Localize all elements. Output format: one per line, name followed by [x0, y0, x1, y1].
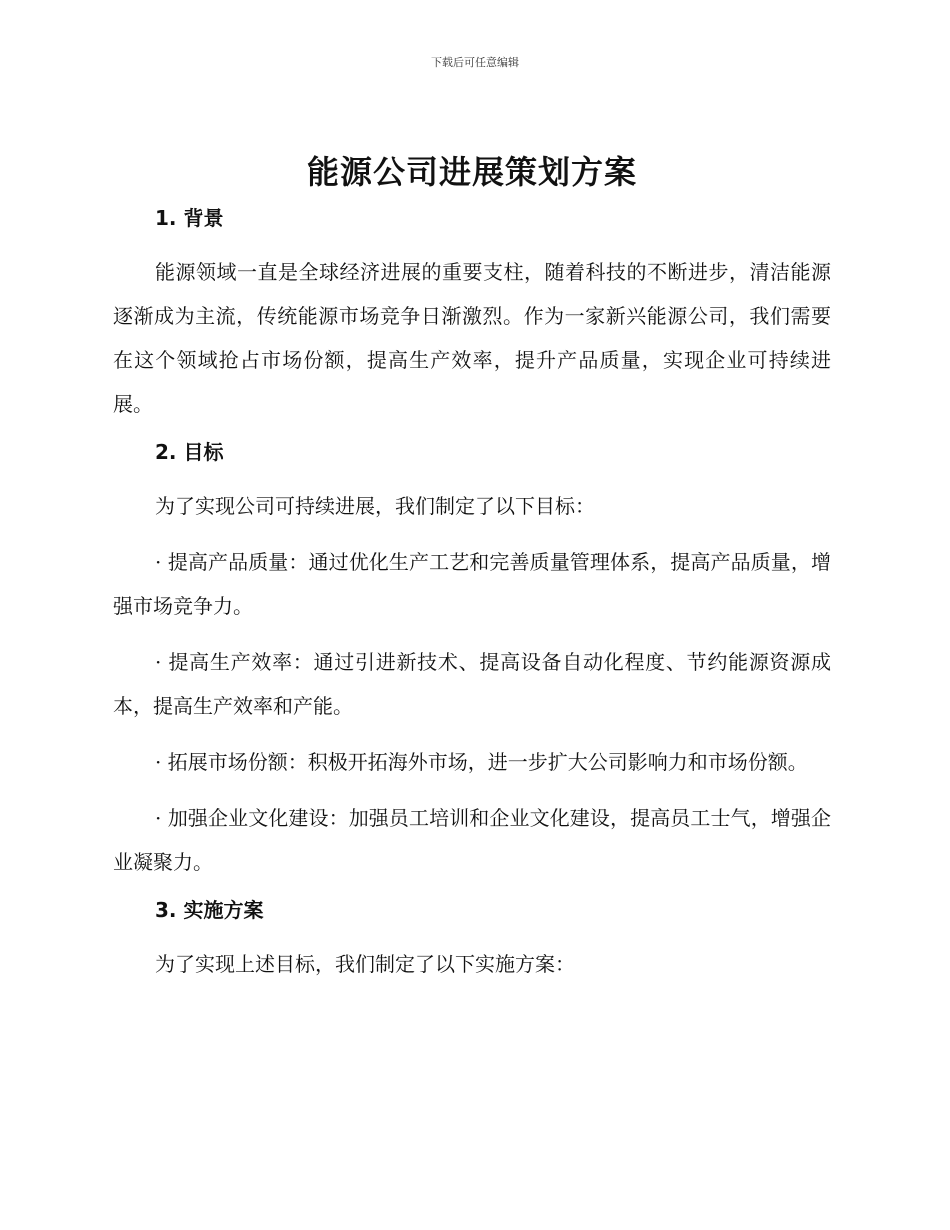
section-goals: [113, 438, 831, 884]
document-title: 能源公司进展策划方案: [306, 153, 637, 191]
paragraph: 为了实现公司可持续进展，我们制定了以下目标：: [155, 494, 595, 518]
section-implementation: [113, 896, 831, 986]
section-heading: 2. 目标: [155, 440, 224, 464]
header-note: 下载后可任意编辑: [431, 56, 519, 69]
paragraph: 为了实现上述目标，我们制定了以下实施方案：: [155, 952, 575, 976]
paragraph: 能源领域一直是全球经济进展的重要支柱，随着科技的不断进步，清洁能源逐渐成为主流，传统能源市场竞争日渐激烈。作为一家新兴能源公司，我们需要在这个领域抢占市场份额，提高生产效率，提升产品质量，实现企业可持续进展。: [113, 260, 831, 416]
document-body: [113, 150, 831, 998]
bullet-item: · 提高生产效率：通过引进新技术、提高设备自动化程度、节约能源资源成本，提高生产效率和产能。: [113, 650, 831, 718]
section-background: [113, 204, 831, 426]
bullet-item: · 拓展市场份额：积极开拓海外市场，进一步扩大公司影响力和市场份额。: [155, 750, 808, 774]
bullet-item: · 提高产品质量：通过优化生产工艺和完善质量管理体系，提高产品质量，增强市场竞争力。: [113, 550, 831, 618]
section-heading: 3. 实施方案: [155, 898, 264, 922]
section-heading: 1. 背景: [155, 206, 224, 230]
bullet-item: · 加强企业文化建设：加强员工培训和企业文化建设，提高员工士气，增强企业凝聚力。: [113, 806, 831, 874]
